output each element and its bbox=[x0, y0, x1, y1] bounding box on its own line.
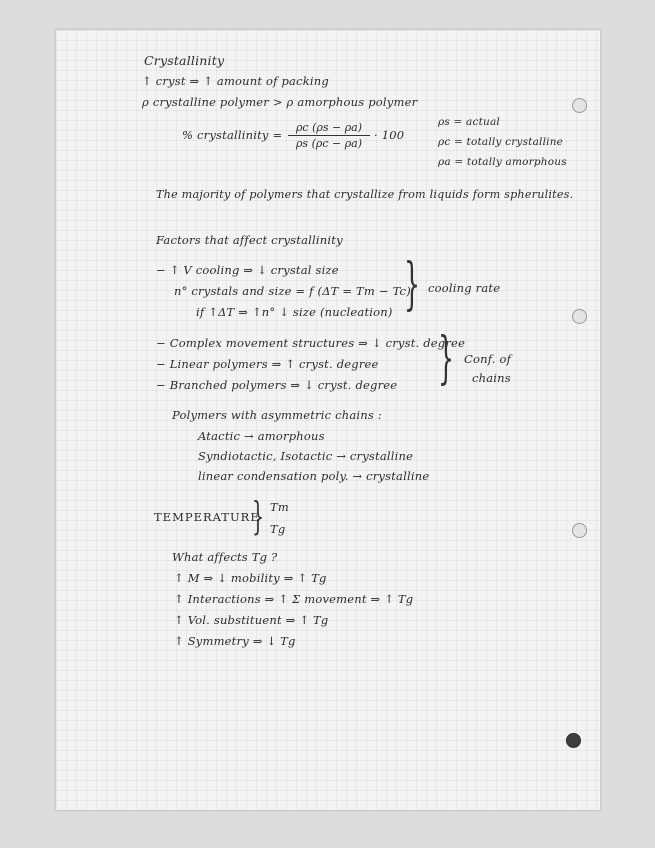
section-heading: Factors that affect crystallinity bbox=[156, 233, 343, 247]
group-label: cooling rate bbox=[428, 281, 501, 295]
note-line: − Complex movement structures ⇒ ↓ cryst. degree bbox=[156, 336, 466, 350]
legend-line: ρa = totally amorphous bbox=[438, 156, 567, 168]
punch-hole bbox=[572, 98, 587, 113]
note-line: linear condensation poly. → crystalline bbox=[198, 469, 430, 483]
punch-hole bbox=[572, 523, 587, 538]
right-brace: } bbox=[404, 252, 421, 317]
note-line: Syndiotactic, Isotactic → crystalline bbox=[198, 449, 414, 463]
formula-denominator: ρs (ρc − ρa) bbox=[295, 137, 363, 150]
temperature-item: Tg bbox=[270, 522, 286, 536]
legend-line: ρc = totally crystalline bbox=[438, 136, 564, 148]
note-line: n° crystals and size = f (ΔT = Tm − Tc) bbox=[174, 284, 411, 298]
page-title: Crystallinity bbox=[144, 53, 225, 68]
formula-numerator: ρc (ρs − ρa) bbox=[295, 121, 363, 134]
note-line: ↑ Interactions ⇒ ↑ Σ movement ⇒ ↑ Tg bbox=[174, 592, 414, 606]
note-line: ↑ M ⇒ ↓ mobility ⇒ ↑ Tg bbox=[174, 571, 327, 585]
note-line: Atactic → amorphous bbox=[198, 429, 325, 443]
right-brace: } bbox=[252, 494, 265, 538]
punch-hole bbox=[566, 733, 581, 748]
spherulites-sentence: The majority of polymers that crystallize from liquids form spherulites. bbox=[156, 188, 574, 201]
fraction-bar bbox=[288, 135, 370, 136]
legend-line: ρs = actual bbox=[438, 116, 500, 128]
note-line: − ↑ V cooling ⇒ ↓ crystal size bbox=[156, 263, 339, 277]
punch-hole bbox=[572, 309, 587, 324]
notebook-page bbox=[56, 30, 600, 810]
right-brace: } bbox=[438, 326, 455, 391]
formula-lhs: % crystallinity = bbox=[182, 128, 283, 142]
temperature-item: Tm bbox=[270, 500, 289, 514]
note-line: if ↑ΔT ⇒ ↑n° ↓ size (nucleation) bbox=[196, 305, 393, 319]
note-line: ρ crystalline polymer > ρ amorphous polymer bbox=[142, 95, 418, 109]
subsection-heading: Polymers with asymmetric chains : bbox=[172, 408, 382, 422]
formula-fraction bbox=[288, 121, 370, 150]
group-label: Conf. of bbox=[464, 352, 512, 366]
group-label: chains bbox=[472, 371, 511, 385]
temperature-label: TEMPERATURE bbox=[154, 510, 260, 524]
note-line: − Linear polymers ⇒ ↑ cryst. degree bbox=[156, 357, 379, 371]
note-line: ↑ Symmetry ⇒ ↓ Tg bbox=[174, 634, 296, 648]
note-line: ↑ cryst ⇒ ↑ amount of packing bbox=[142, 74, 329, 88]
formula-factor: · 100 bbox=[374, 128, 405, 142]
question-heading: What affects Tg ? bbox=[172, 550, 278, 564]
note-line: ↑ Vol. substituent ⇒ ↑ Tg bbox=[174, 613, 329, 627]
note-line: − Branched polymers ⇒ ↓ cryst. degree bbox=[156, 378, 398, 392]
